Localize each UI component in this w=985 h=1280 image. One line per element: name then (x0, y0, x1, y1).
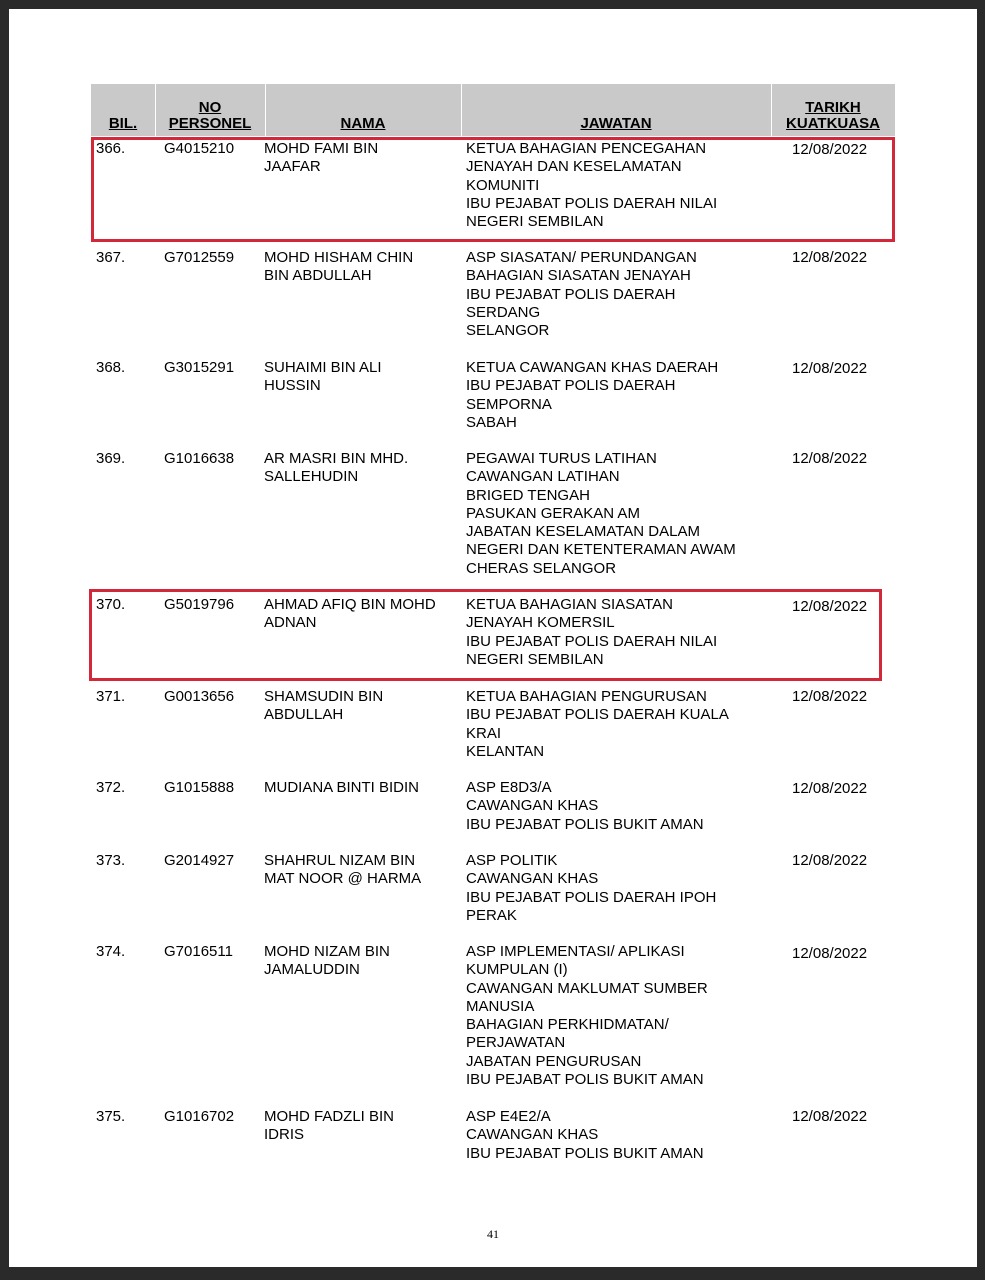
row-tarikh: 12/08/2022 (792, 141, 868, 158)
row-nama: MOHD FAMI BIN JAAFAR (264, 140, 379, 176)
row-tarikh: 12/08/2022 (792, 852, 868, 869)
highlight-box-row-370 (89, 589, 882, 681)
header-nama: NAMA (340, 115, 386, 132)
row-bil: 368. (96, 359, 126, 376)
row-nama: SUHAIMI BIN ALI HUSSIN (264, 359, 382, 395)
header-tarikh: TARIKH KUATKUASA (786, 99, 880, 132)
document-page (9, 9, 977, 1267)
row-jawatan: ASP E8D3/A CAWANGAN KHAS IBU PEJABAT POLIS BUKIT AMAN (466, 779, 704, 833)
row-jawatan: ASP POLITIK CAWANGAN KHAS IBU PEJABAT POLIS DAERAH IPOH PERAK (466, 852, 717, 924)
row-tarikh: 12/08/2022 (792, 450, 868, 467)
row-tarikh: 12/08/2022 (792, 780, 868, 797)
header-no-personel: NO PERSONEL (168, 99, 252, 132)
highlight-box-row-366 (91, 137, 895, 242)
row-tarikh: 12/08/2022 (792, 598, 868, 615)
header-bil: BIL. (108, 115, 138, 132)
row-bil: 366. (96, 140, 126, 157)
row-no-personel: G4015210 (164, 140, 235, 157)
row-tarikh: 12/08/2022 (792, 1108, 868, 1125)
row-jawatan: KETUA BAHAGIAN PENCEGAHAN JENAYAH DAN KESELAMATAN KOMUNITI IBU PEJABAT POLIS DAERAH NILAI NEGERI SEMBILAN (466, 140, 718, 231)
row-no-personel: G3015291 (164, 359, 235, 376)
row-nama: SHAHRUL NIZAM BIN MAT NOOR @ HARMA (264, 852, 422, 888)
row-jawatan: ASP IMPLEMENTASI/ APLIKASI KUMPULAN (I) CAWANGAN MAKLUMAT SUMBER MANUSIA BAHAGIAN PERKHIDMATAN/ PERJAWATAN JABATAN PENGURUSAN IBU PEJABAT POLIS BUKIT AMAN (466, 943, 708, 1089)
row-no-personel: G7012559 (164, 249, 235, 266)
row-tarikh: 12/08/2022 (792, 945, 868, 962)
row-nama: MUDIANA BINTI BIDIN (264, 779, 420, 796)
row-no-personel: G1015888 (164, 779, 235, 796)
row-jawatan: KETUA BAHAGIAN SIASATAN JENAYAH KOMERSIL IBU PEJABAT POLIS DAERAH NILAI NEGERI SEMBILAN (466, 596, 718, 668)
row-nama: MOHD HISHAM CHIN BIN ABDULLAH (264, 249, 414, 285)
row-jawatan: ASP SIASATAN/ PERUNDANGAN BAHAGIAN SIASATAN JENAYAH IBU PEJABAT POLIS DAERAH SERDANG SELANGOR (466, 249, 697, 340)
row-nama: AR MASRI BIN MHD. SALLEHUDIN (264, 450, 409, 486)
row-bil: 372. (96, 779, 126, 796)
row-jawatan: KETUA BAHAGIAN PENGURUSAN IBU PEJABAT POLIS DAERAH KUALA KRAI KELANTAN (466, 688, 729, 760)
row-nama: MOHD FADZLI BIN IDRIS (264, 1108, 395, 1144)
row-bil: 370. (96, 596, 126, 613)
page-number: 41 (487, 1227, 499, 1241)
row-no-personel: G7016511 (164, 943, 233, 960)
row-no-personel: G0013656 (164, 688, 235, 705)
row-bil: 373. (96, 852, 126, 869)
row-bil: 375. (96, 1108, 126, 1125)
row-tarikh: 12/08/2022 (792, 249, 868, 266)
table-header (91, 84, 895, 136)
row-no-personel: G1016638 (164, 450, 235, 467)
row-nama: SHAMSUDIN BIN ABDULLAH (264, 688, 384, 724)
row-bil: 374. (96, 943, 126, 960)
row-nama: AHMAD AFIQ BIN MOHD ADNAN (264, 596, 436, 632)
row-bil: 371. (96, 688, 126, 705)
row-tarikh: 12/08/2022 (792, 688, 868, 705)
row-tarikh: 12/08/2022 (792, 360, 868, 377)
header-jawatan: JAWATAN (580, 115, 652, 132)
row-no-personel: G1016702 (164, 1108, 235, 1125)
row-jawatan: ASP E4E2/A CAWANGAN KHAS IBU PEJABAT POLIS BUKIT AMAN (466, 1108, 704, 1162)
row-jawatan: KETUA CAWANGAN KHAS DAERAH IBU PEJABAT POLIS DAERAH SEMPORNA SABAH (466, 359, 719, 431)
row-bil: 367. (96, 249, 126, 266)
row-no-personel: G5019796 (164, 596, 235, 613)
row-no-personel: G2014927 (164, 852, 235, 869)
row-nama: MOHD NIZAM BIN JAMALUDDIN (264, 943, 390, 979)
row-jawatan: PEGAWAI TURUS LATIHAN CAWANGAN LATIHAN BRIGED TENGAH PASUKAN GERAKAN AM JABATAN KESELAMATAN DALAM NEGERI DAN KETENTERAMAN AWAM CHERAS SELANGOR (466, 450, 736, 577)
row-bil: 369. (96, 450, 126, 467)
